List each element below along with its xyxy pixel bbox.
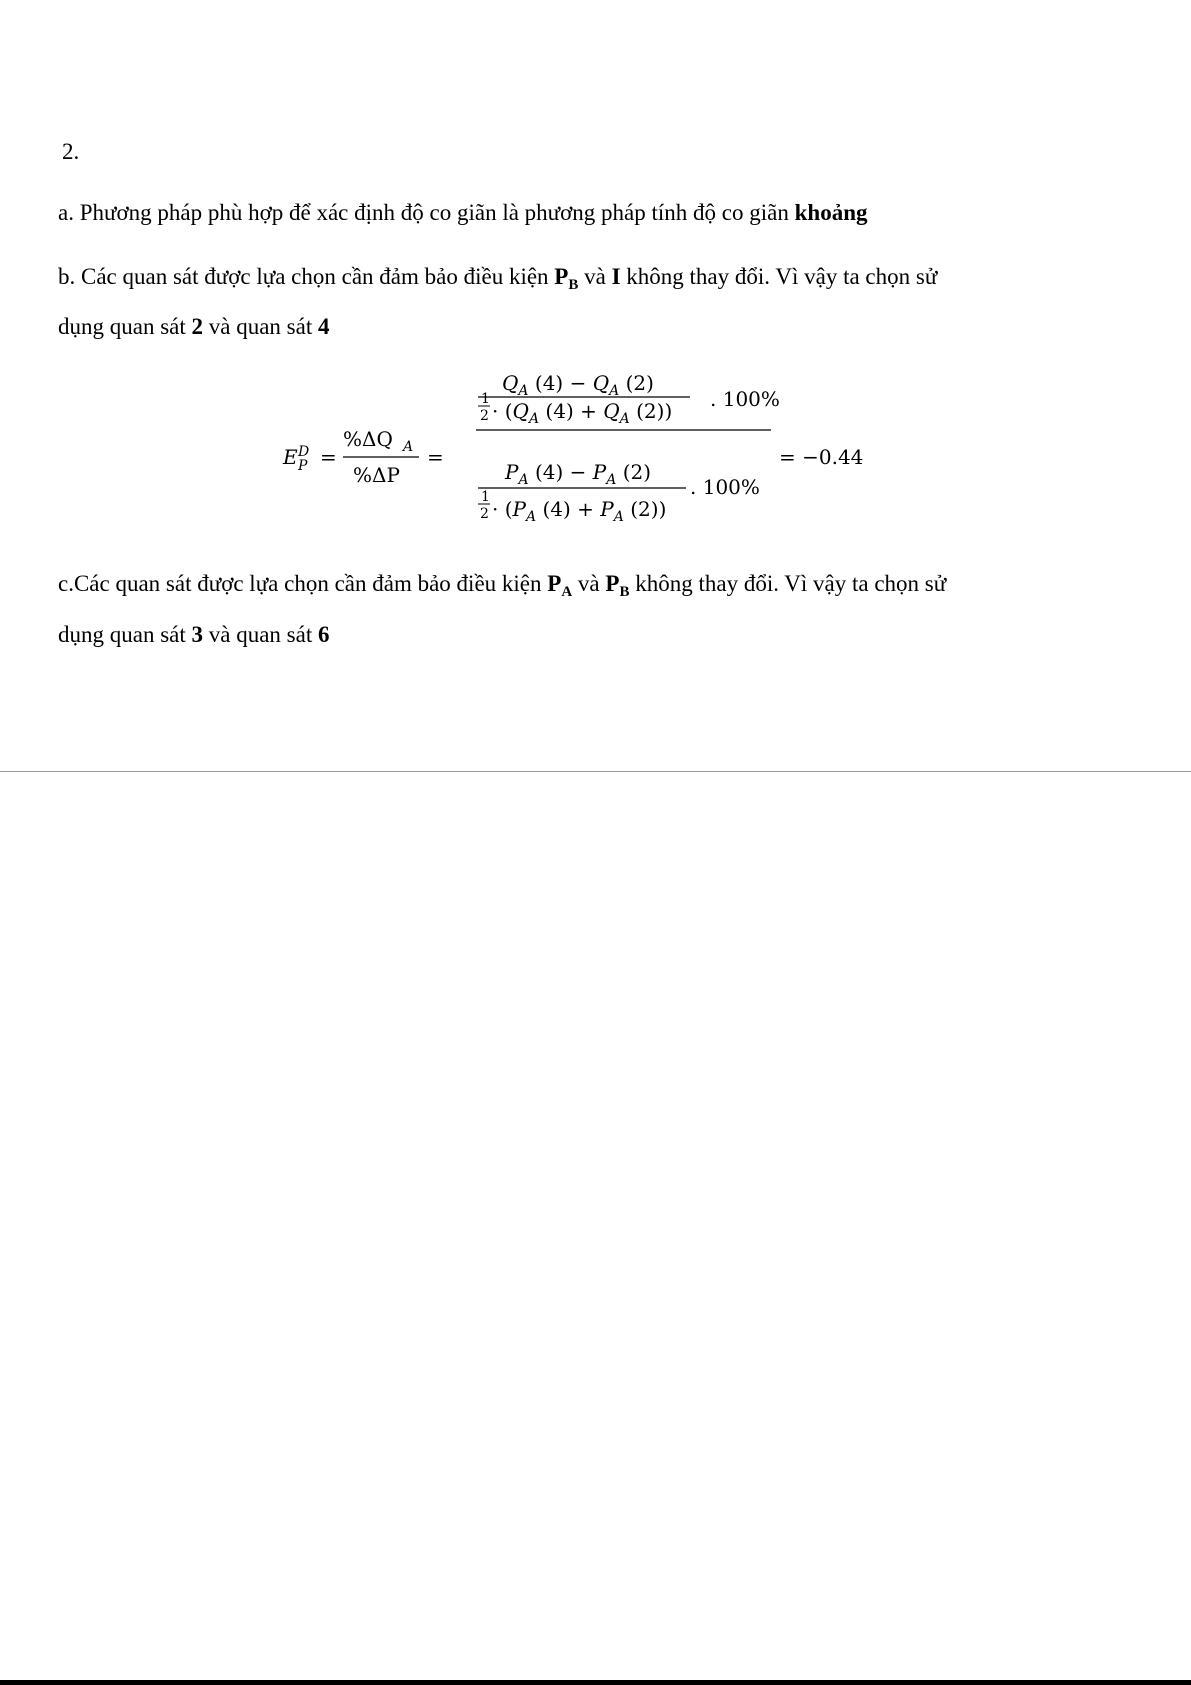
part-b-line-2: dụng quan sát 2 và quan sát 4 xyxy=(58,314,330,339)
formula-lhs-sub: P xyxy=(298,458,308,474)
price-a-symbol: $P_A$ xyxy=(547,571,573,600)
bottom-edge-bar xyxy=(0,1680,1191,1685)
bottom-denominator: · ($P_A$ $(4) + P_A$ (2)) xyxy=(492,497,667,525)
question-number: 2. xyxy=(62,139,80,164)
top-denominator: · ($Q_A$ $(4) + Q_A$ (2)) xyxy=(492,399,673,427)
formula-eq-1: = xyxy=(320,445,337,469)
price-b-symbol-c: $P_B$ xyxy=(605,571,630,600)
formula-lhs-sup: D xyxy=(298,444,310,460)
elasticity-formula xyxy=(0,0,1191,560)
price-b-symbol: $P_B$ xyxy=(554,264,579,293)
part-a-body: a. Phương pháp phù hợp để xác định độ co giãn là phương pháp tính độ co giãn xyxy=(58,200,795,225)
formula-lhs: E xyxy=(283,445,298,469)
frac1-num-sub: A xyxy=(403,439,414,455)
part-c-observation-1: 3 xyxy=(191,622,204,647)
part-c-line-1: c.Các quan sát được lựa chọn cần đảm bảo điều kiện $P_A$ và $P_B$ không thay đổi. Vì vậy ta chọn sử xyxy=(58,571,947,600)
part-c-observation-2: 6 xyxy=(317,622,330,647)
top-half-numerator: 1 xyxy=(481,391,490,407)
top-half-denominator: 2 xyxy=(480,408,489,424)
part-b-observation-2: 4 xyxy=(317,314,330,339)
frac1-denominator: %ΔP xyxy=(353,463,400,487)
formula-eq-2: = xyxy=(427,445,444,469)
income-symbol: I xyxy=(611,264,621,289)
part-b-post: không thay đổi. Vì vậy ta chọn sử xyxy=(620,264,938,289)
part-b-and: và xyxy=(578,264,612,289)
bottom-half-numerator: 1 xyxy=(481,489,490,505)
part-b-observation-1: 2 xyxy=(191,314,204,339)
formula-result: = −0.44 xyxy=(779,445,864,469)
part-b-pre: b. Các quan sát được lựa chọn cần đảm bảo điều kiện xyxy=(58,264,555,289)
top-numerator: $Q_A$ $(4) - Q_A$ (2) xyxy=(502,371,654,399)
bottom-half-denominator: 2 xyxy=(480,506,489,522)
page-divider xyxy=(0,771,1191,772)
top-percent: . 100% xyxy=(710,387,780,411)
frac1-numerator: %ΔQ xyxy=(343,427,393,451)
part-c-line-2: dụng quan sát 3 và quan sát 6 xyxy=(58,622,330,647)
bottom-percent: . 100% xyxy=(690,475,760,499)
part-a-keyword: khoảng xyxy=(794,200,868,225)
bottom-numerator: $P_A$ $(4) - P_A$ (2) xyxy=(505,460,652,488)
